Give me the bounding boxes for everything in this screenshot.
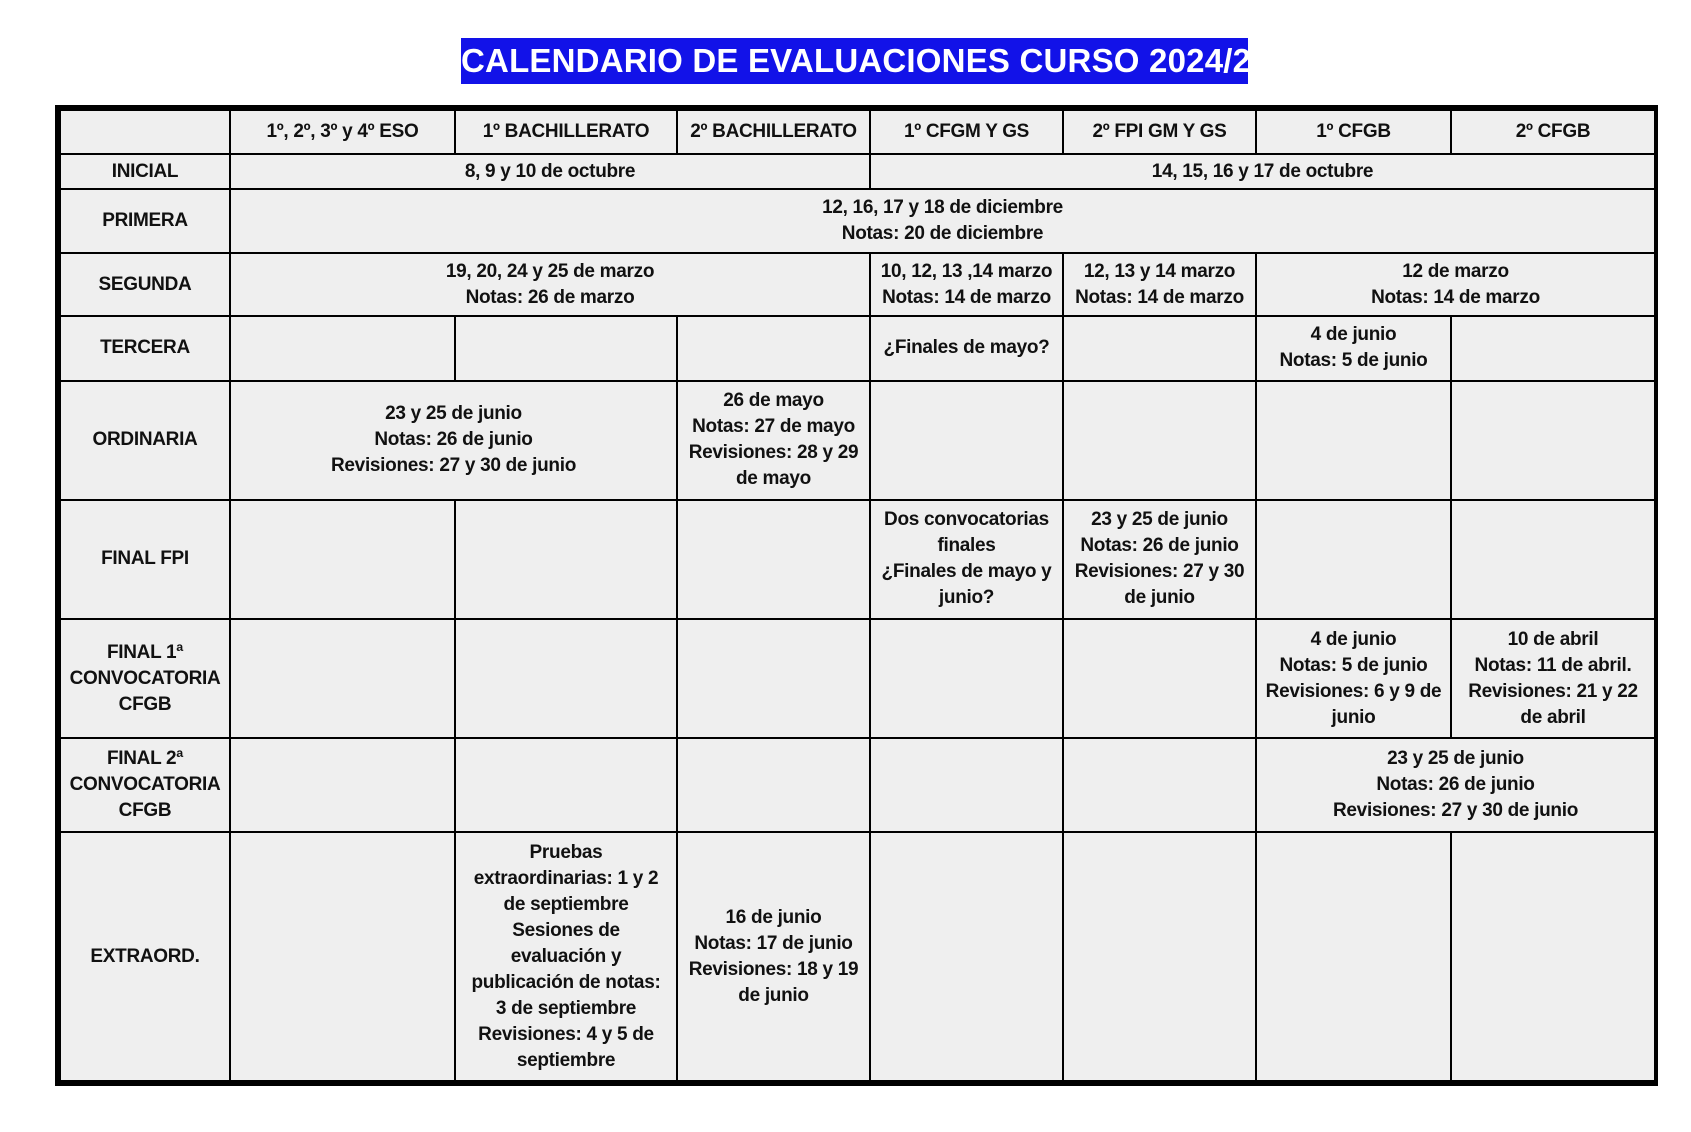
final1-cfgb2-dates: 10 de abril [1507, 628, 1599, 650]
header-row [60, 110, 1655, 154]
row-final1-cfgb [60, 619, 1655, 738]
row-header-ordinaria: ORDINARIA [60, 381, 230, 500]
ordinaria-fpi2-cell [1063, 381, 1256, 500]
row-tercera [60, 316, 1655, 380]
extraord-bach1-revisiones: Revisiones: 4 y 5 de septiembre [478, 1023, 654, 1071]
final-fpi-fpi2-revisiones: Revisiones: 27 y 30 de junio [1074, 561, 1245, 609]
ordinaria-cfgb1-cell [1256, 381, 1451, 500]
extraord-bach1-pruebas: Pruebas extraordinarias: 1 y 2 de septiembre [473, 841, 659, 915]
final2-fpi2-cell [1063, 738, 1256, 832]
evaluation-calendar-table [59, 109, 1656, 1082]
column-header-bach1: 1º BACHILLERATO [455, 110, 677, 154]
segunda-eso-bach-dates: 19, 20, 24 y 25 de marzo [445, 260, 655, 282]
row-ordinaria [60, 381, 1655, 500]
column-header-bach2: 2º BACHILLERATO [677, 110, 870, 154]
row-header-extraord: EXTRAORD. [60, 832, 230, 1081]
row-header-final2-line2: CONVOCATORIA [69, 774, 221, 796]
final1-eso-cell [230, 619, 455, 738]
extraord-bach1-sesiones: Sesiones de evaluación y publicación de notas: 3 de septiembre [471, 919, 661, 1019]
column-header-cfgb2: 2º CFGB [1451, 110, 1655, 154]
extraord-bach2-cell [677, 832, 870, 1081]
final-fpi-fpi2-notas: Notas: 26 de junio [1080, 535, 1239, 557]
corner-cell [60, 110, 230, 154]
ordinaria-bach2-notas: Notas: 27 de mayo [692, 416, 855, 438]
tercera-cfgm1-cell: ¿Finales de mayo? [870, 316, 1063, 380]
inicial-eso-bach-cell: 8, 9 y 10 de octubre [230, 154, 870, 189]
column-header-fpi2: 2º FPI GM Y GS [1063, 110, 1256, 154]
extraord-bach2-dates: 16 de junio [725, 906, 822, 928]
tercera-bach1-cell [455, 316, 677, 380]
row-header-final2-cfgb [60, 738, 230, 832]
final1-cfgb2-revisiones: Revisiones: 21 y 22 de abril [1468, 680, 1638, 728]
ordinaria-eso-bach1-cell [230, 381, 677, 500]
final-fpi-fpi2-cell [1063, 500, 1256, 619]
final-fpi-cfgm1-cell [870, 500, 1063, 619]
row-header-final1-line1: FINAL 1ª [106, 641, 184, 663]
final1-cfgb1-revisiones: Revisiones: 6 y 9 de junio [1265, 680, 1442, 728]
final1-fpi2-cell [1063, 619, 1256, 738]
primera-notas: Notas: 20 de diciembre [841, 223, 1044, 245]
segunda-cfgm1-notas: Notas: 14 de marzo [882, 286, 1051, 308]
final2-cfgb-notas: Notas: 26 de junio [1376, 774, 1535, 796]
tercera-cfgb1-notas: Notas: 5 de junio [1279, 350, 1428, 372]
final1-cfgb2-notas: Notas: 11 de abril. [1474, 654, 1632, 676]
row-header-segunda: SEGUNDA [60, 253, 230, 316]
primera-all-cell [230, 189, 1655, 253]
tercera-fpi2-cell [1063, 316, 1256, 380]
final1-bach2-cell [677, 619, 870, 738]
row-extraord [60, 832, 1655, 1081]
extraord-bach2-revisiones: Revisiones: 18 y 19 de junio [688, 958, 859, 1006]
extraord-fpi2-cell [1063, 832, 1256, 1081]
row-header-final2-line3: CFGB [118, 800, 172, 822]
row-header-final1-line2: CONVOCATORIA [69, 667, 221, 689]
final1-cfgm1-cell [870, 619, 1063, 738]
final-fpi-cfgm1-line1: Dos convocatorias finales [884, 509, 1049, 557]
final1-cfgb1-cell [1256, 619, 1451, 738]
inicial-fp-cell: 14, 15, 16 y 17 de octubre [870, 154, 1655, 189]
evaluation-calendar-frame [55, 105, 1658, 1086]
column-header-cfgb1: 1º CFGB [1256, 110, 1451, 154]
row-header-tercera: TERCERA [60, 316, 230, 380]
final1-cfgb1-notas: Notas: 5 de junio [1279, 654, 1428, 676]
final2-cfgb-revisiones: Revisiones: 27 y 30 de junio [1332, 800, 1579, 822]
final-fpi-cfgb1-cell [1256, 500, 1451, 619]
tercera-cfgb1-dates: 4 de junio [1310, 324, 1397, 346]
segunda-cfgb-notas: Notas: 14 de marzo [1371, 286, 1540, 308]
page-title: CALENDARIO DE EVALUACIONES CURSO 2024/25 [461, 38, 1248, 84]
row-header-inicial: INICIAL [60, 154, 230, 189]
segunda-fpi2-dates: 12, 13 y 14 marzo [1083, 260, 1236, 282]
row-inicial [60, 154, 1655, 189]
ordinaria-cfgb2-cell [1451, 381, 1655, 500]
tercera-cfgb1-cell [1256, 316, 1451, 380]
ordinaria-bach2-cell [677, 381, 870, 500]
ordinaria-cfgm1-cell [870, 381, 1063, 500]
row-header-final1-cfgb [60, 619, 230, 738]
extraord-cfgb2-cell [1451, 832, 1655, 1081]
final1-cfgb1-dates: 4 de junio [1310, 628, 1397, 650]
primera-dates: 12, 16, 17 y 18 de diciembre [822, 197, 1063, 219]
row-final-fpi [60, 500, 1655, 619]
row-header-final1-line3: CFGB [118, 693, 172, 715]
final2-bach2-cell [677, 738, 870, 832]
tercera-eso-cell [230, 316, 455, 380]
extraord-cfgb1-cell [1256, 832, 1451, 1081]
segunda-eso-bach-cell [230, 253, 870, 316]
row-primera [60, 189, 1655, 253]
extraord-eso-cell [230, 832, 455, 1081]
segunda-cfgb-dates: 12 de marzo [1402, 260, 1509, 282]
tercera-cfgb2-cell [1451, 316, 1655, 380]
final-fpi-fpi2-dates: 23 y 25 de junio [1091, 509, 1228, 531]
extraord-bach2-notas: Notas: 17 de junio [694, 932, 853, 954]
final2-cfgb-cell [1256, 738, 1655, 832]
segunda-cfgm1-dates: 10, 12, 13 ,14 marzo [880, 260, 1053, 282]
extraord-cfgm1-cell [870, 832, 1063, 1081]
final-fpi-bach1-cell [455, 500, 677, 619]
final2-cfgb-dates: 23 y 25 de junio [1387, 748, 1524, 770]
final2-bach1-cell [455, 738, 677, 832]
final-fpi-bach2-cell [677, 500, 870, 619]
tercera-bach2-cell [677, 316, 870, 380]
extraord-bach1-cell [455, 832, 677, 1081]
final1-cfgb2-cell [1451, 619, 1655, 738]
row-final2-cfgb [60, 738, 1655, 832]
final2-cfgm1-cell [870, 738, 1063, 832]
ordinaria-eso-bach1-notas: Notas: 26 de junio [374, 429, 533, 451]
row-header-final2-line1: FINAL 2ª [106, 748, 184, 770]
segunda-cfgm1-cell [870, 253, 1063, 316]
row-segunda [60, 253, 1655, 316]
final1-bach1-cell [455, 619, 677, 738]
ordinaria-bach2-dates: 26 de mayo [723, 390, 824, 412]
final-fpi-cfgb2-cell [1451, 500, 1655, 619]
segunda-fpi2-notas: Notas: 14 de marzo [1075, 286, 1244, 308]
column-header-cfgm1: 1º CFGM Y GS [870, 110, 1063, 154]
ordinaria-eso-bach1-dates: 23 y 25 de junio [385, 403, 522, 425]
final2-eso-cell [230, 738, 455, 832]
ordinaria-eso-bach1-revisiones: Revisiones: 27 y 30 de junio [330, 455, 577, 477]
segunda-fpi2-cell [1063, 253, 1256, 316]
row-header-primera: PRIMERA [60, 189, 230, 253]
segunda-eso-bach-notas: Notas: 26 de marzo [465, 286, 635, 308]
segunda-cfgb-cell [1256, 253, 1655, 316]
final-fpi-eso-cell [230, 500, 455, 619]
final-fpi-cfgm1-line2: ¿Finales de mayo y junio? [881, 561, 1052, 609]
ordinaria-bach2-revisiones: Revisiones: 28 y 29 de mayo [688, 442, 859, 490]
column-header-eso: 1º, 2º, 3º y 4º ESO [230, 110, 455, 154]
row-header-final-fpi: FINAL FPI [60, 500, 230, 619]
